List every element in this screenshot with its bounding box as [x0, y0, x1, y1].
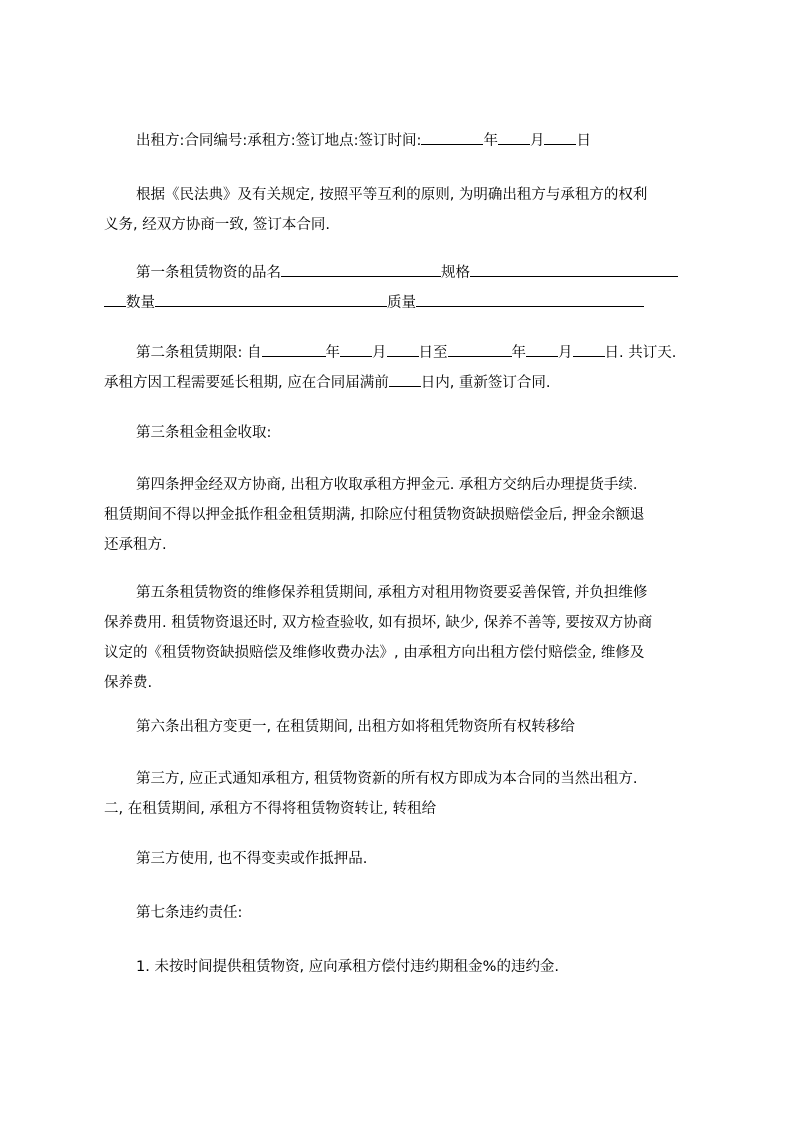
blank-quality: [416, 290, 644, 307]
header-year: 年: [483, 133, 498, 149]
blank-extend-days: [389, 370, 421, 387]
article3-text: 第三条租金租金收取:: [136, 425, 272, 441]
blank-start-year: [262, 340, 326, 357]
article2-year2: 年: [511, 345, 526, 361]
article2-year: 年: [325, 345, 340, 361]
intro-paragraph: [104, 180, 700, 240]
article5-line-1: 第五条租赁物资的维修保养租赁期间, 承租方对租用物资要妥善保管, 并负担维修: [136, 585, 648, 601]
article5-line-2: 保养费用. 租赁物资退还时, 双方检查验收, 如有损坏, 缺少, 保养不善等, 要按双方协商: [104, 615, 653, 631]
blank-qty: [155, 290, 387, 307]
article6b-line-2: 二, 在租赁期间, 承租方不得将租赁物资转让, 转租给: [104, 801, 437, 817]
article4-line-1: 第四条押金经双方协商, 出租方收取承租方押金元. 承租方交纳后办理提货手续.: [136, 477, 638, 493]
blank-end-year: [448, 340, 512, 357]
article5-line-3: 议定的《租赁物资缺损赔偿及维修收费办法》, 由承租方向出租方偿付赔偿金, 维修及: [104, 645, 645, 661]
article4-line-2: 租赁期间不得以押金抵作租金租赁期满, 扣除应付租赁物资缺损赔偿金后, 押金余额退: [104, 507, 645, 523]
article2-end: 日. 共订天.: [604, 345, 677, 361]
blank-end-month: [526, 340, 558, 357]
article1-quality-label: 质量: [387, 295, 416, 311]
blank-end-day: [573, 340, 605, 357]
article2-to: 日至: [418, 345, 448, 361]
article4-line-3: 还承租方.: [104, 537, 167, 553]
article-6: [104, 712, 700, 742]
intro-line-1: 根据《民法典》及有关规定, 按照平等互利的原则, 为明确出租方与承租方的权利: [136, 187, 648, 203]
article-2: [104, 338, 700, 398]
blank-month: [498, 128, 530, 145]
article1-spec-label: 规格: [441, 265, 470, 281]
article-6-third-party: [104, 844, 700, 874]
article-1: [104, 258, 700, 318]
article6-line-1: 第六条出租方变更一, 在租赁期间, 出租方如将租凭物资所有权转移给: [136, 719, 575, 735]
blank-start-month: [340, 340, 372, 357]
article1-qty-label: 数量: [126, 295, 155, 311]
article2-month2: 月: [558, 345, 573, 361]
blank-spec: [470, 260, 678, 277]
article-4: [104, 470, 700, 560]
article2-line2-b: 日内, 重新签订合同.: [420, 375, 551, 391]
header-line: [104, 126, 700, 156]
article-7: [104, 898, 700, 928]
header-prefix: 出租方:合同编号:承租方:签订地点:签订时间:: [136, 133, 422, 149]
article-5: [104, 578, 700, 698]
article-7-item-1: [104, 952, 700, 982]
article2-month: 月: [372, 345, 387, 361]
article7-title: 第七条违约责任:: [136, 905, 243, 921]
article6c-line-1: 第三方使用, 也不得变卖或作抵押品.: [136, 851, 368, 867]
blank-item-name: [281, 260, 441, 277]
article7-item1-text: 1. 未按时间提供租赁物资, 应向承租方偿付违约期租金%的违约金.: [136, 959, 560, 975]
blank-day: [544, 128, 576, 145]
article2-label: 第二条租赁期限: 自: [136, 345, 262, 361]
article1-name-label: 第一条租赁物资的品名: [136, 265, 281, 281]
article5-line-4: 保养费.: [104, 675, 153, 691]
header-month: 月: [529, 133, 545, 149]
article-3: [104, 418, 700, 448]
blank-start-day: [387, 340, 419, 357]
article6b-line-1: 第三方, 应正式通知承租方, 租赁物资新的所有权方即成为本合同的当然出租方.: [136, 771, 638, 787]
article-6-continued: [104, 764, 700, 824]
header-day: 日: [576, 133, 591, 149]
intro-line-2: 义务, 经双方协商一致, 签订本合同.: [104, 217, 331, 233]
article2-line2-a: 承租方因工程需要延长租期, 应在合同届满前: [104, 375, 389, 391]
blank-spec-cont: [104, 290, 126, 307]
blank-year: [421, 128, 483, 145]
